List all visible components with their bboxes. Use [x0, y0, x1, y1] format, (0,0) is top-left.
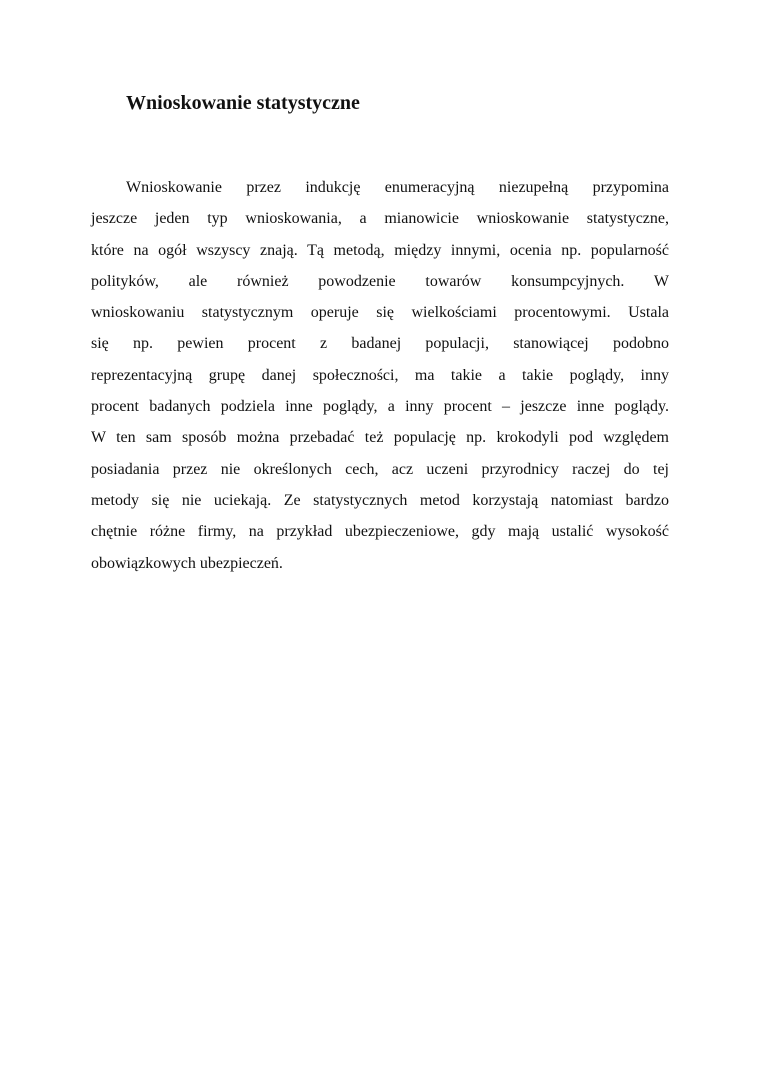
paragraph-line: metody się nie uciekają. Ze statystycznych metod korzystają natomiast bardzo: [91, 491, 669, 509]
paragraph-line: procent badanych podziela inne poglądy, a inny procent – jeszcze inne poglądy.: [91, 398, 669, 416]
paragraph-line: chętnie różne firmy, na przykład ubezpieczeniowe, gdy mają ustalić wysokość: [91, 523, 669, 541]
paragraph-line: posiadania przez nie określonych cech, acz uczeni przyrodnicy raczej do tej: [91, 460, 669, 478]
paragraph-line: się np. pewien procent z badanej populacji, stanowiącej podobno: [91, 335, 669, 353]
paragraph-line: które na ogół wszyscy znają. Tą metodą, między innymi, ocenia np. popularność: [91, 241, 669, 259]
paragraph-line: polityków, ale również powodzenie towarów konsumpcyjnych. W: [91, 272, 669, 290]
paragraph-line: reprezentacyjną grupę danej społeczności, ma takie a takie poglądy, inny: [91, 366, 669, 384]
body-paragraph: [91, 172, 669, 579]
paragraph-line: Wnioskowanie przez indukcję enumeracyjną niezupełną przypomina: [126, 179, 669, 196]
paragraph-line: wnioskowaniu statystycznym operuje się wielkościami procentowymi. Ustala: [91, 304, 669, 322]
paragraph-line: W ten sam sposób można przebadać też populację np. krokodyli pod względem: [91, 429, 669, 447]
document-title: Wnioskowanie statystyczne: [126, 92, 360, 114]
paragraph-line: jeszcze jeden typ wnioskowania, a mianowicie wnioskowanie statystyczne,: [91, 210, 669, 228]
paragraph-line: obowiązkowych ubezpieczeń.: [91, 554, 283, 572]
